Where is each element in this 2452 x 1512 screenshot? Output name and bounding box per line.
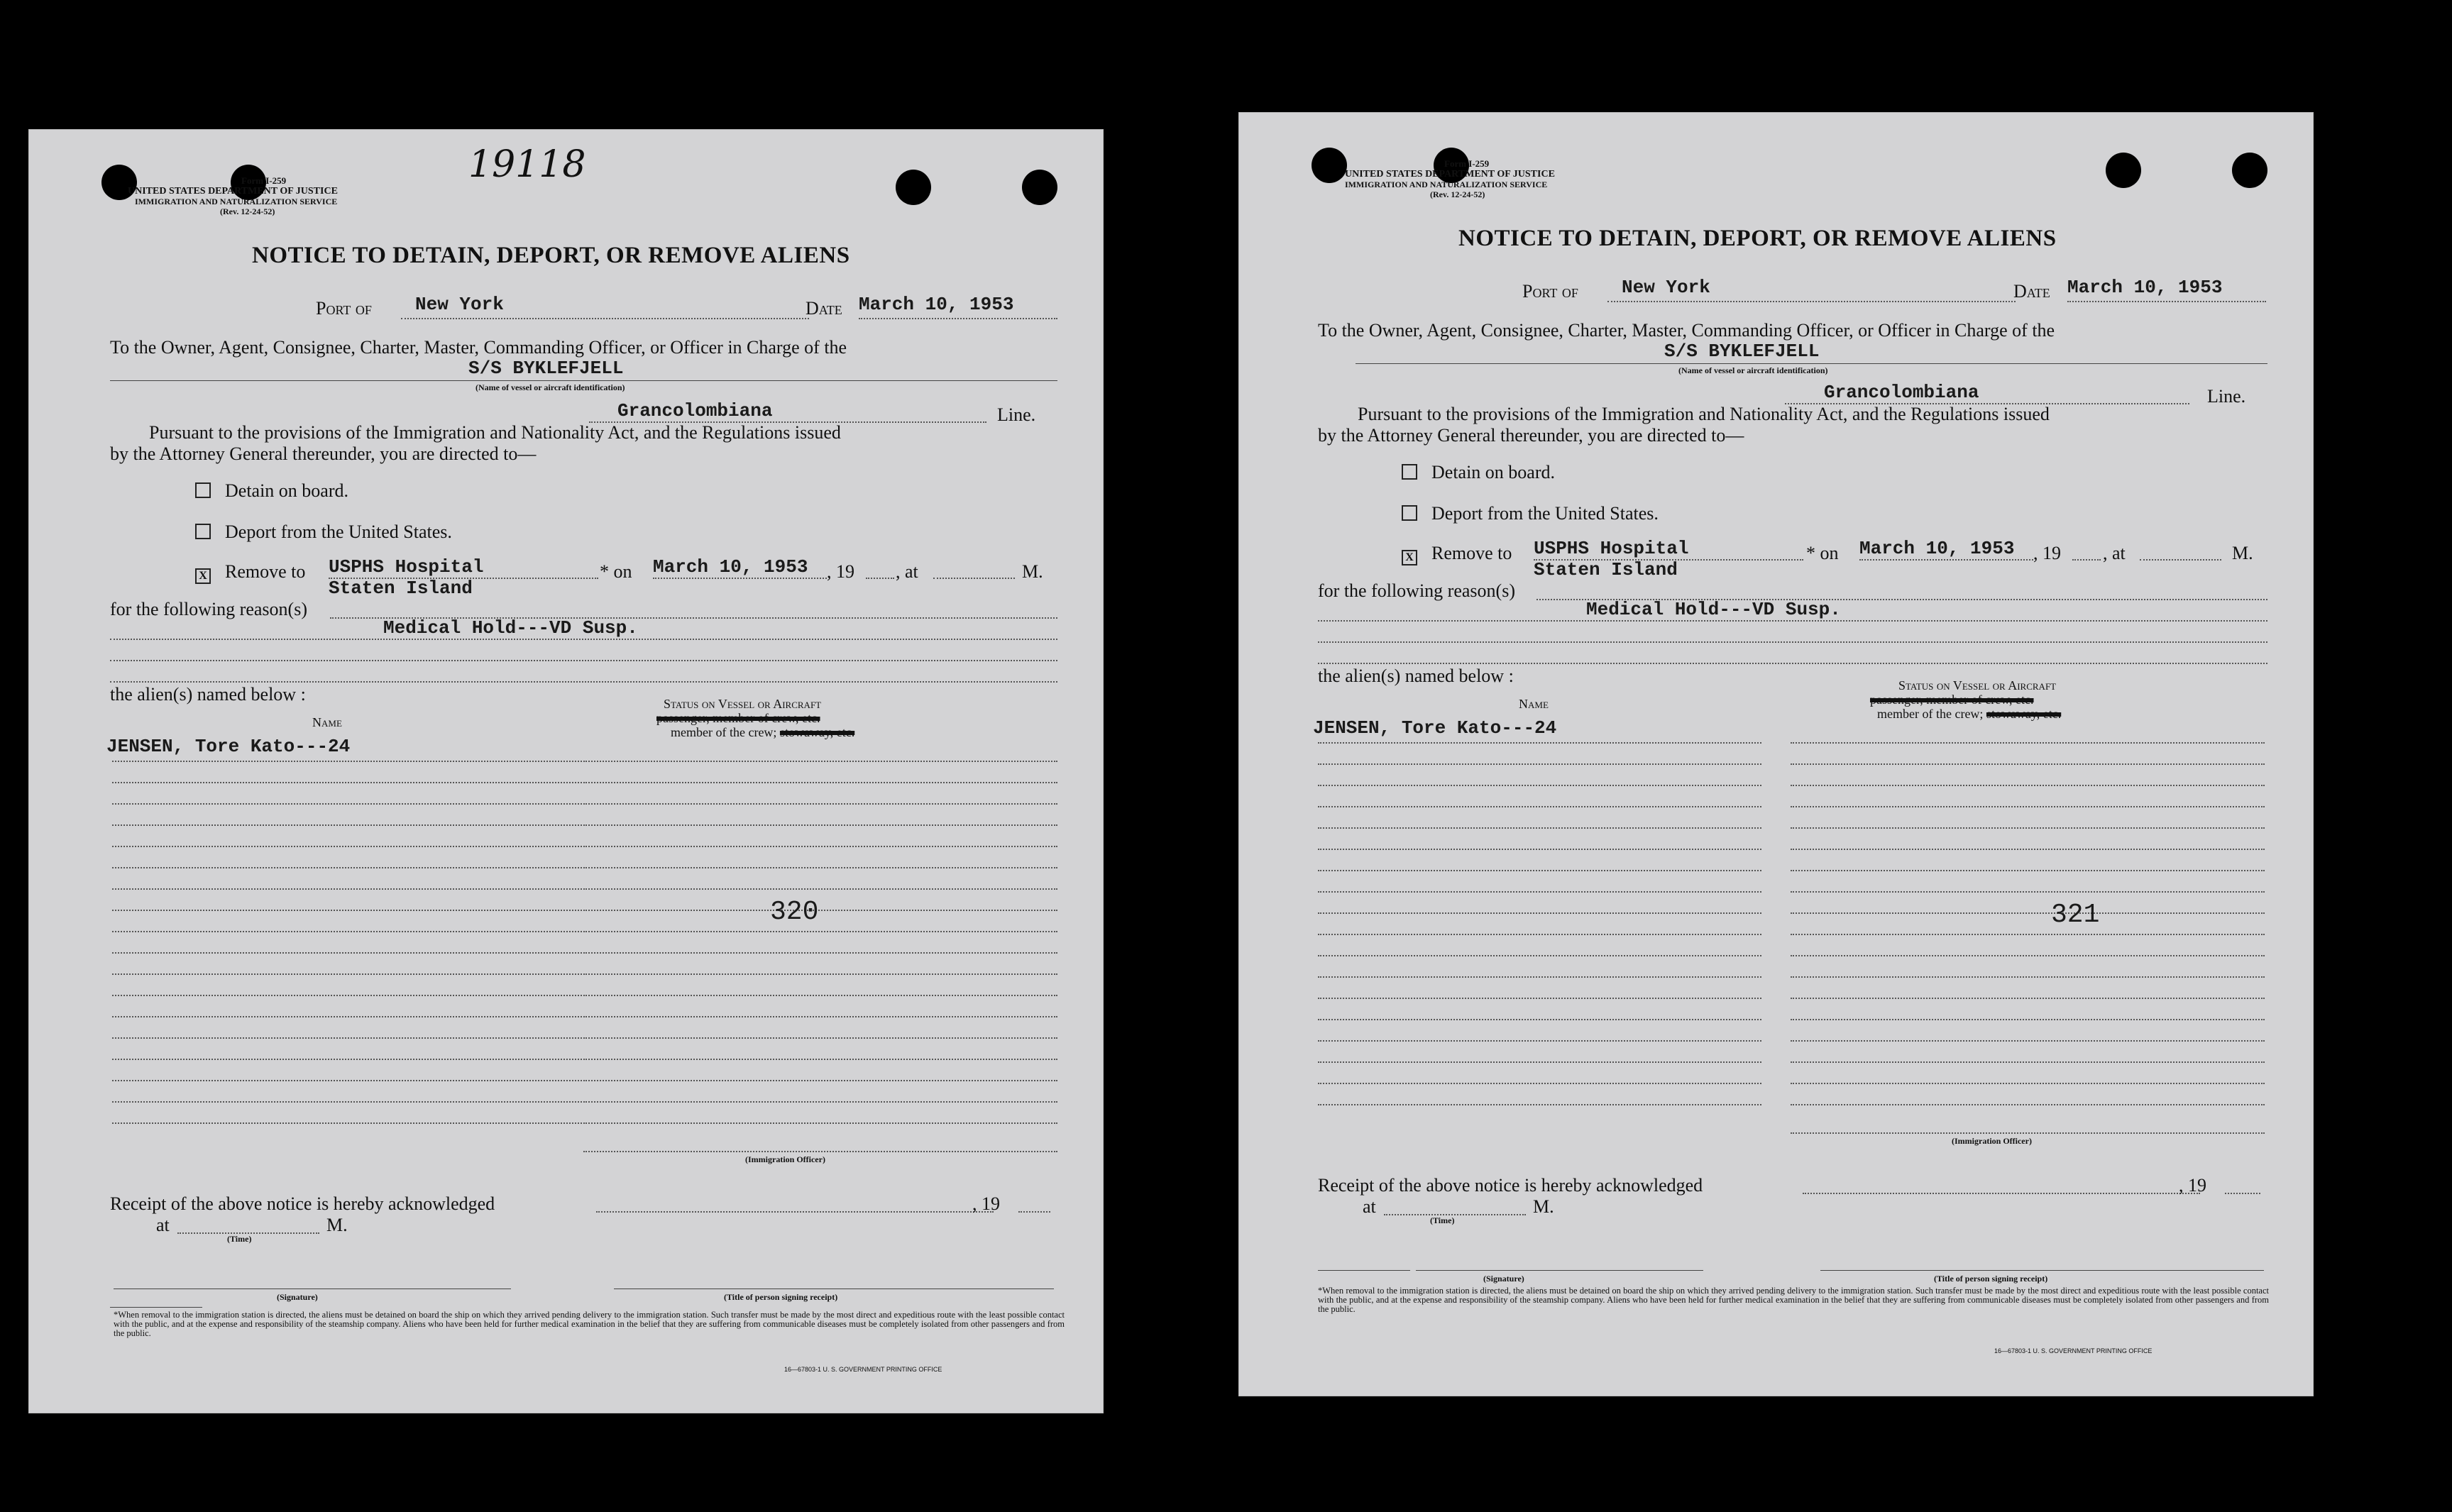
m-text: M. xyxy=(1533,1196,1554,1217)
pursuant-line-2: by the Attorney General thereunder, you are directed to— xyxy=(1318,425,1744,446)
punch-hole xyxy=(896,170,931,205)
reason-label: for the following reason(s) xyxy=(110,599,307,619)
time-caption: (Time) xyxy=(1430,1215,1455,1225)
remove-to-value-2: Staten Island xyxy=(1534,559,1678,580)
m-text: M. xyxy=(326,1215,348,1235)
remove-checkbox[interactable]: X xyxy=(1402,550,1417,565)
title-caption: (Title of person signing receipt) xyxy=(1934,1274,2048,1284)
line-value: Grancolombiana xyxy=(617,400,773,421)
option-deport: Deport from the United States. xyxy=(1402,503,1659,524)
date-value: March 10, 1953 xyxy=(859,294,1014,315)
date-label: Date xyxy=(2013,281,2050,302)
status-header: Status on Vessel or Aircraft xyxy=(1898,678,2057,692)
reason-label: for the following reason(s) xyxy=(1318,580,1515,601)
status-value: member of the crew; stowaway, etc. xyxy=(671,725,855,739)
agency-line-1: UNITED STATES DEPARTMENT OF JUSTICE xyxy=(1345,169,1555,180)
punch-hole xyxy=(1022,170,1057,205)
to-line: To the Owner, Agent, Consignee, Charter, Master, Commanding Officer, or Officer in Charge of the xyxy=(110,337,847,358)
remove-to-value-2: Staten Island xyxy=(329,578,473,599)
port-value: New York xyxy=(1622,277,1710,298)
deport-checkbox[interactable] xyxy=(1402,505,1417,521)
form-id: Form I-259 xyxy=(241,175,287,186)
time-caption: (Time) xyxy=(227,1234,252,1244)
port-value: New York xyxy=(415,294,504,315)
stamp-number: 320 xyxy=(770,897,819,927)
receipt-year: , 19 xyxy=(972,1193,1000,1214)
vessel-caption: (Name of vessel or aircraft identification) xyxy=(1678,365,1828,375)
reason-value: Medical Hold---VD Susp. xyxy=(1586,599,1841,620)
detain-checkbox[interactable] xyxy=(1402,464,1417,480)
port-label: Port of xyxy=(316,298,372,319)
receipt-text: Receipt of the above notice is hereby acknowledged xyxy=(110,1193,495,1214)
name-header: Name xyxy=(312,715,342,729)
on-value: March 10, 1953 xyxy=(653,556,808,578)
receipt-year: , 19 xyxy=(2179,1175,2206,1196)
footnote: *When removal to the immigration station is directed, the aliens must be detained on board the ship on which they arrived pending delivery to the immigration station. Such transfer must be made by the most direct and expeditious route with the least possible contact with the public, and at the expense and responsibility of the steamship company. Aliens who have been held for further medical examination in the belief that they are suffering from communicable diseases must be completely isolated from other passengers and from the public. xyxy=(1318,1286,2269,1314)
option-remove: X Remove to xyxy=(1402,543,1512,565)
option-detain: Detain on board. xyxy=(1402,462,1555,483)
line-label: Line. xyxy=(997,404,1036,425)
at-label: , at xyxy=(2103,543,2126,563)
status-struck: passenger, member of crew, etc. xyxy=(656,711,820,725)
handwritten-number: 19118 xyxy=(468,143,586,186)
on-value: March 10, 1953 xyxy=(1859,538,2015,559)
aliens-label: the alien(s) named below : xyxy=(1318,666,1514,686)
stamp-number: 321 xyxy=(2051,900,2100,930)
alien-name: JENSEN, Tore Kato---24 xyxy=(106,736,351,757)
agency-line-2: IMMIGRATION AND NATURALIZATION SERVICE xyxy=(1345,180,1548,189)
punch-hole xyxy=(2232,153,2267,188)
footnote: *When removal to the immigration station is directed, the aliens must be detained on board the ship on which they arrived pending delivery to the immigration station. Such transfer must be made by the most direct and expeditious route with the least possible contact with the public, and at the expense and responsibility of the steamship company. Aliens who have been held for further medical examination in the belief that they are suffering from communicable diseases must be completely isolated from other passengers and from the public. xyxy=(114,1310,1065,1338)
vessel-value: S/S BYKLEFJELL xyxy=(468,358,624,379)
aliens-label: the alien(s) named below : xyxy=(110,684,306,705)
on-label: * on xyxy=(1806,543,1839,563)
at-text: at xyxy=(156,1215,170,1235)
right-form-sheet xyxy=(1238,112,2314,1396)
pursuant-line-1: Pursuant to the provisions of the Immigration and Nationality Act, and the Regulations issued xyxy=(149,422,841,443)
form-id: Form I-259 xyxy=(1444,158,1490,169)
at-text: at xyxy=(1363,1196,1376,1217)
printer-line: 16—67803-1 U. S. GOVERNMENT PRINTING OFFICE xyxy=(784,1366,942,1373)
vessel-value: S/S BYKLEFJELL xyxy=(1664,341,1820,362)
status-header: Status on Vessel or Aircraft xyxy=(664,697,822,711)
officer-caption: (Immigration Officer) xyxy=(745,1154,825,1164)
on-label: * on xyxy=(600,561,632,582)
remove-to-value: USPHS Hospital xyxy=(329,556,484,578)
printer-line: 16—67803-1 U. S. GOVERNMENT PRINTING OFFICE xyxy=(1994,1347,2153,1354)
option-deport: Deport from the United States. xyxy=(195,522,452,543)
signature-caption: (Signature) xyxy=(277,1292,318,1302)
year-label: , 19 xyxy=(827,561,854,582)
name-header: Name xyxy=(1519,697,1549,711)
punch-hole xyxy=(2106,153,2141,188)
port-label: Port of xyxy=(1522,281,1578,302)
option-remove: X Remove to xyxy=(195,561,305,584)
date-label: Date xyxy=(806,298,842,319)
m-label: M. xyxy=(2232,543,2253,563)
agency-line-2: IMMIGRATION AND NATURALIZATION SERVICE xyxy=(135,197,338,206)
status-struck: passenger, member of crew, etc. xyxy=(1870,692,2034,707)
deport-checkbox[interactable] xyxy=(195,524,211,539)
remove-checkbox[interactable]: X xyxy=(195,568,211,584)
reason-value: Medical Hold---VD Susp. xyxy=(383,617,638,639)
vessel-caption: (Name of vessel or aircraft identification) xyxy=(475,382,625,392)
line-value: Grancolombiana xyxy=(1824,382,1979,403)
punch-hole xyxy=(1312,148,1347,183)
revision: (Rev. 12-24-52) xyxy=(220,206,275,216)
page-title: NOTICE TO DETAIN, DEPORT, OR REMOVE ALIENS xyxy=(1458,226,2057,251)
line-label: Line. xyxy=(2207,386,2246,407)
status-value: member of the crew; stowaway, etc. xyxy=(1877,707,2062,721)
year-label: , 19 xyxy=(2033,543,2061,563)
receipt-text: Receipt of the above notice is hereby acknowledged xyxy=(1318,1175,1703,1196)
officer-caption: (Immigration Officer) xyxy=(1952,1136,2032,1146)
title-caption: (Title of person signing receipt) xyxy=(724,1292,838,1302)
left-form-sheet xyxy=(28,129,1104,1413)
m-label: M. xyxy=(1022,561,1043,582)
option-detain: Detain on board. xyxy=(195,480,348,502)
agency-line-1: UNITED STATES DEPARTMENT OF JUSTICE xyxy=(128,186,338,197)
remove-to-value: USPHS Hospital xyxy=(1534,538,1689,559)
revision: (Rev. 12-24-52) xyxy=(1430,189,1485,199)
detain-checkbox[interactable] xyxy=(195,482,211,498)
page-title: NOTICE TO DETAIN, DEPORT, OR REMOVE ALIENS xyxy=(252,243,850,268)
at-label: , at xyxy=(896,561,918,582)
date-value: March 10, 1953 xyxy=(2067,277,2223,298)
pursuant-line-1: Pursuant to the provisions of the Immigration and Nationality Act, and the Regulations issued xyxy=(1358,404,2050,424)
signature-caption: (Signature) xyxy=(1483,1274,1524,1284)
alien-name: JENSEN, Tore Kato---24 xyxy=(1313,717,1557,739)
to-line: To the Owner, Agent, Consignee, Charter, Master, Commanding Officer, or Officer in Charge of the xyxy=(1318,320,2055,341)
pursuant-line-2: by the Attorney General thereunder, you are directed to— xyxy=(110,443,537,464)
